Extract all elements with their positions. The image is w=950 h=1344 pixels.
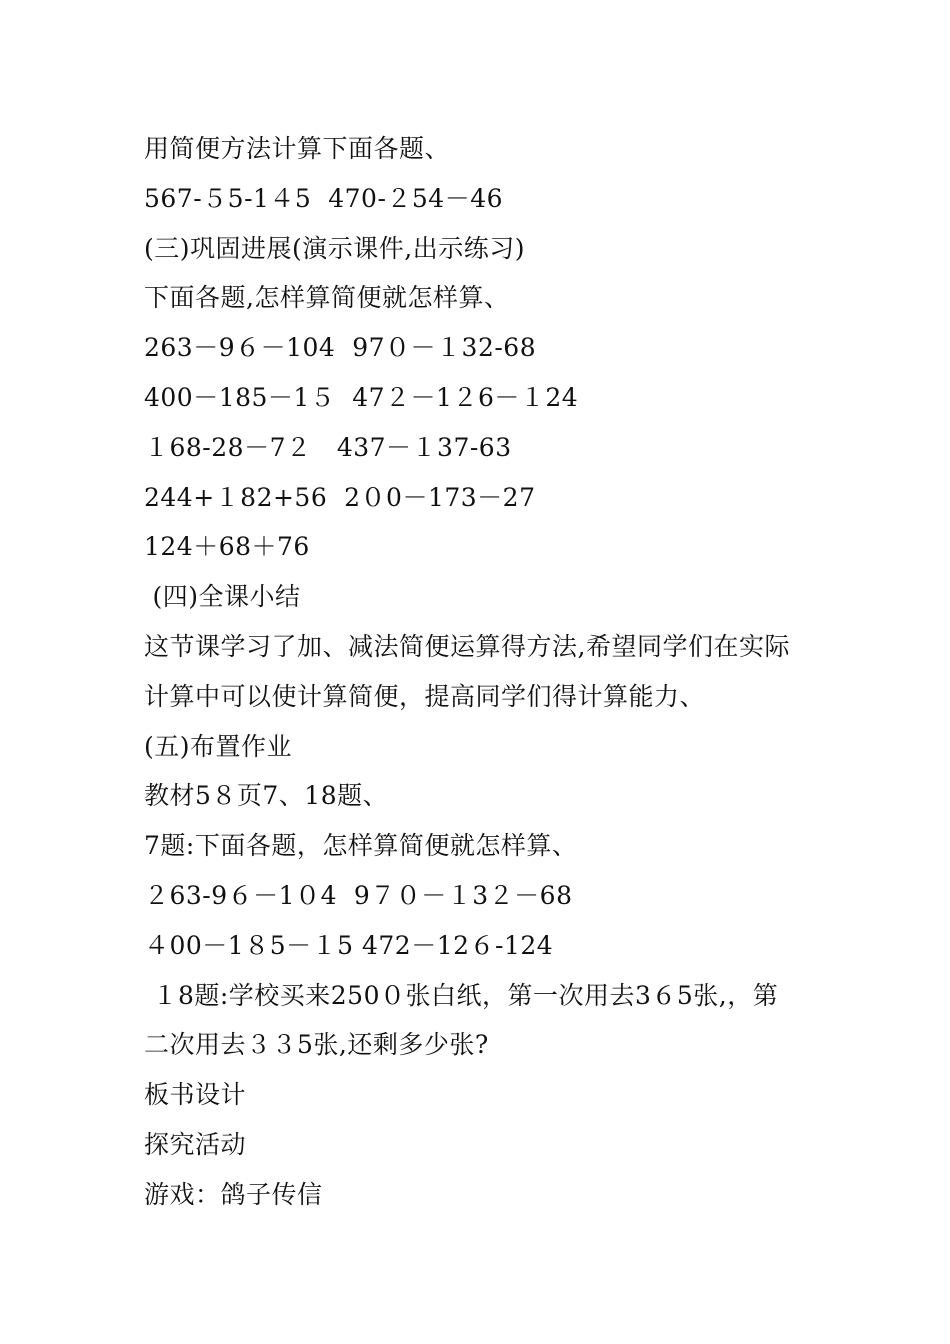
text-line-exploration: 探究活动 xyxy=(144,1129,247,1159)
section-heading-5: (五)布置作业 xyxy=(144,731,293,761)
text-line-game: 游戏：鸽子传信 xyxy=(144,1179,323,1209)
text-line-q7-instruction: 7题:下面各题，怎样算简便就怎样算、 xyxy=(144,831,578,861)
text-line-q18-problem-1: １8题:学校买来250０张白纸，第一次用去3６5张,，第 xyxy=(144,980,779,1010)
text-line-board-design: 板书设计 xyxy=(144,1080,247,1110)
text-line-heading-simplify: 用简便方法计算下面各题、 xyxy=(144,134,451,163)
text-line-q7-exercise-1: ２63-9６－1０4 9７０－１3２－68 xyxy=(144,880,573,910)
text-line-homework: 教材5８页7、18题、 xyxy=(144,781,389,811)
text-line-q18-problem-2: 二次用去３３5张,还剩多少张? xyxy=(144,1030,489,1060)
text-line-exercise-5: 244+１82+56 2０0－173－27 xyxy=(144,482,536,512)
text-line-exercise-6: 124＋68＋76 xyxy=(144,532,310,562)
section-heading-3: (三)巩固进展(演示课件,出示练习) xyxy=(144,233,525,263)
text-line-exercise-2: 263－9６－104 97０－１32-68 xyxy=(144,333,537,363)
section-heading-4: (四)全课小结 xyxy=(144,582,301,612)
text-line-instruction: 下面各题,怎样算简便就怎样算、 xyxy=(144,283,510,313)
text-line-exercise-4: １68-28－7２ 437－１37-63 xyxy=(144,432,512,462)
document-body xyxy=(144,124,824,1220)
text-line-exercise-3: 400－185－1５ 47２－1２6－１24 xyxy=(144,382,579,412)
text-line-exercise-1: 567-５5-1４5 470-２54－46 xyxy=(144,183,504,213)
text-line-q7-exercise-2: ４00－1８5－１5 472－12６-124 xyxy=(144,930,554,960)
text-line-summary-2: 计算中可以使计算简便，提高同学们得计算能力、 xyxy=(144,681,706,711)
text-line-summary-1: 这节课学习了加、减法简便运算得方法,希望同学们在实际 xyxy=(144,631,790,661)
